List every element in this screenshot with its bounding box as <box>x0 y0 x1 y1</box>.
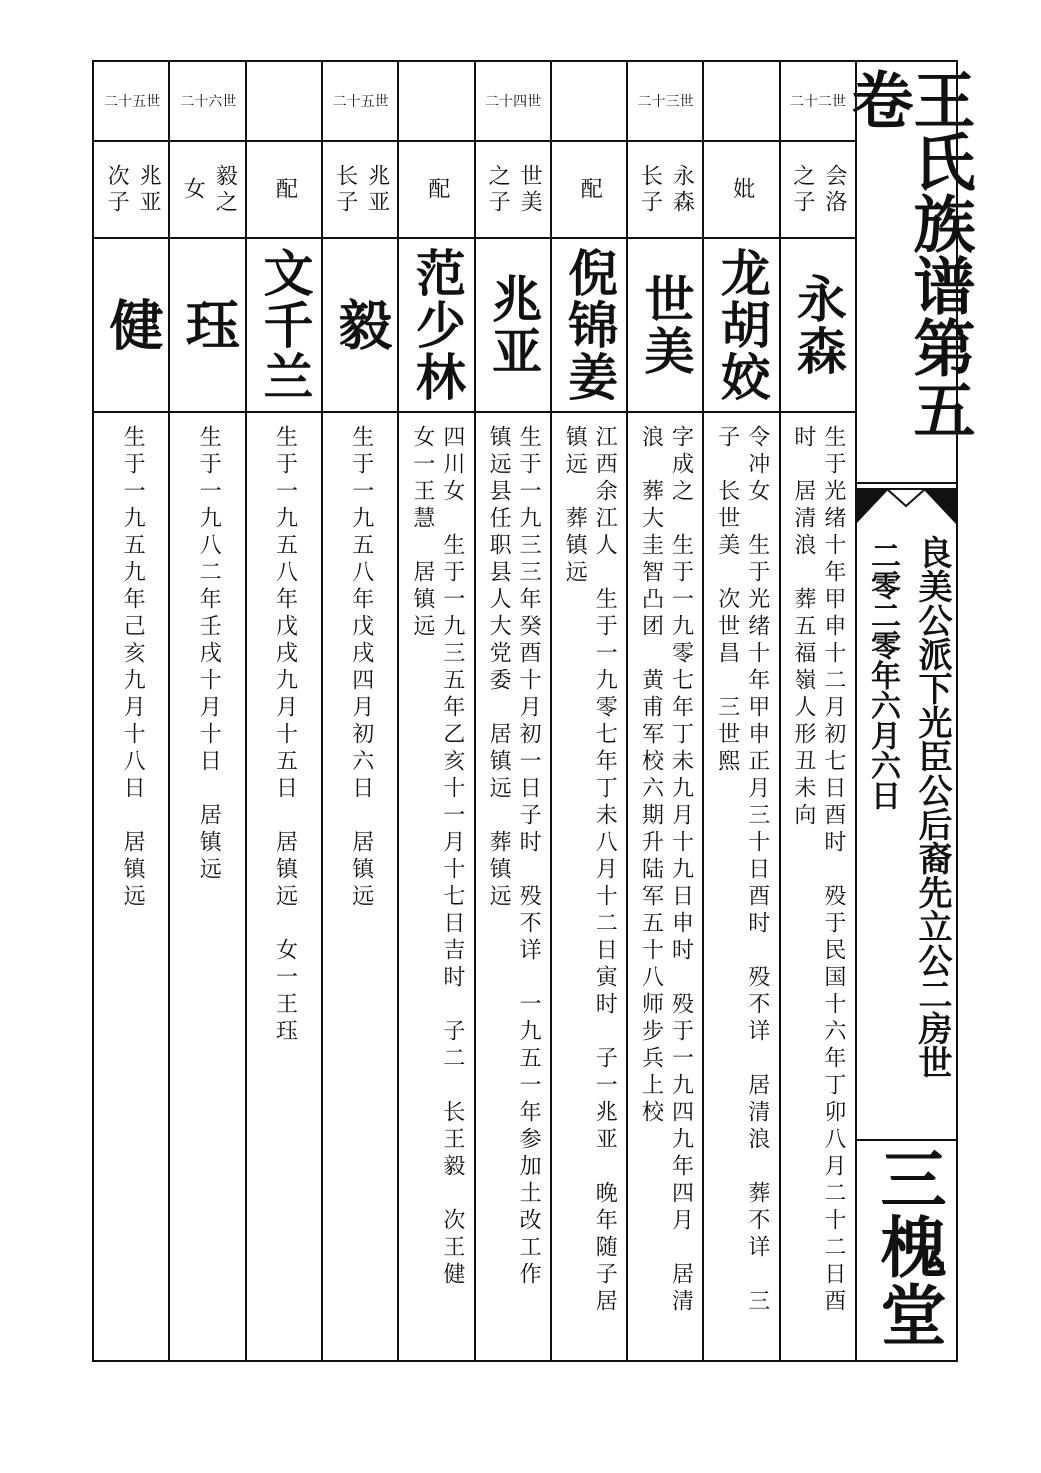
relation-text: 之子 <box>485 163 511 216</box>
person-name <box>476 239 550 411</box>
biography-line: 镇远 葬镇远 <box>562 425 588 587</box>
relation-text: 配 <box>272 176 298 203</box>
relation-text: 长子 <box>332 163 358 216</box>
relation-note <box>705 142 779 237</box>
generation-label <box>552 62 626 140</box>
biography <box>400 413 474 1358</box>
generation-label <box>400 62 474 140</box>
relation-text: 之子 <box>789 163 815 216</box>
person-name <box>95 239 169 411</box>
person-name-text: 范少林 <box>407 247 466 403</box>
book-title: 王氏族谱第五卷 <box>841 68 976 440</box>
person-name <box>324 239 398 411</box>
generation-label <box>705 62 779 140</box>
person-name <box>781 239 855 411</box>
generation-label <box>781 62 855 140</box>
relation-note <box>247 142 321 237</box>
relation-text: 妣 <box>729 176 755 203</box>
biography-line: 时 居清浪 葬五福嶺人形丑未向 <box>790 425 816 830</box>
generation-text: 二十六世 <box>180 94 237 110</box>
branch-line: 良美公派下光臣公后裔先立公二房世 <box>912 535 952 1079</box>
relation-note <box>552 142 626 237</box>
biography-line: 女一王慧 居镇远 <box>409 425 435 641</box>
biography-line: 子 长世美 次世昌 三世熙 <box>714 425 740 776</box>
person-name <box>400 239 474 411</box>
generation-label <box>324 62 398 140</box>
generation-text: 二十二世 <box>789 94 846 110</box>
relation-note <box>628 142 702 237</box>
relation-text: 长子 <box>637 163 663 216</box>
generation-text: 二十四世 <box>485 94 542 110</box>
person-name-text: 珏 <box>177 297 241 353</box>
relation-note <box>171 142 245 237</box>
relation-text: 毅之 <box>212 163 238 216</box>
relation-text: 女 <box>180 176 206 203</box>
biography-line: 生于一九五九年己亥九月十八日 居镇远 <box>120 425 146 911</box>
relation-text: 次子 <box>104 163 130 216</box>
generation-text: 二十五世 <box>104 94 161 110</box>
biography <box>324 413 398 1358</box>
person-name-text: 倪锦姜 <box>560 247 619 403</box>
person-name-text: 永森 <box>788 273 847 377</box>
biography-line: 生于光绪十年甲申十二月初七日酉时 殁于民国十六年丁卯八月二十二日酉 <box>820 425 846 1316</box>
relation-note <box>781 142 855 237</box>
hall-name: 三槐堂 <box>869 1145 946 1349</box>
person-name-text: 兆亚 <box>484 273 543 377</box>
relation-text: 配 <box>577 176 603 203</box>
biography <box>552 413 626 1358</box>
relation-note <box>95 142 169 237</box>
generation-label <box>476 62 550 140</box>
relation-note <box>476 142 550 237</box>
biography-line: 江西余江人 生于一九零七年丁未八月十二日寅时 子一兆亚 晚年随子居 <box>592 425 618 1316</box>
person-name-text: 毅 <box>329 297 393 353</box>
biography-line: 生于一九三三年癸酉十月初一日子时 殁不详 一九五一年参加土改工作 <box>516 425 542 1289</box>
relation-note <box>324 142 398 237</box>
biography <box>171 413 245 1358</box>
biography-line: 四川女 生于一九三五年乙亥十一月十七日吉时 子二 长王毅 次王健 <box>439 425 465 1289</box>
generation-text: 二十五世 <box>332 94 389 110</box>
relation-text: 会洛 <box>821 163 847 216</box>
biography-line: 生于一九五八年戊戌四月初六日 居镇远 <box>348 425 374 911</box>
biography-line: 浪 葬大圭智凸团 黄甫军校六期升陆军五十八师步兵上校 <box>638 425 664 1127</box>
relation-text: 永森 <box>669 163 695 216</box>
biography <box>628 413 702 1358</box>
biography-line: 字成之 生于一九零七年丁未九月十九日申时 殁于一九四九年四月 居清 <box>668 425 694 1316</box>
biography <box>705 413 779 1358</box>
person-name-text: 龙胡姣 <box>712 247 771 403</box>
person-name-text: 健 <box>101 297 165 353</box>
biography <box>476 413 550 1358</box>
person-name <box>552 239 626 411</box>
relation-note <box>400 142 474 237</box>
biography <box>95 413 169 1358</box>
biography-line: 令冲女 生于光绪十年甲申正月三十日酉时 殁不详 居清浪 葬不详 三 <box>744 425 770 1316</box>
generation-label <box>247 62 321 140</box>
relation-text: 兆亚 <box>136 163 162 216</box>
relation-text: 世美 <box>517 163 543 216</box>
person-name <box>628 239 702 411</box>
person-name <box>705 239 779 411</box>
biography <box>247 413 321 1358</box>
relation-text: 配 <box>424 176 450 203</box>
generation-label <box>171 62 245 140</box>
biography <box>781 413 855 1358</box>
biography-line: 生于一九八二年壬戌十月十日 居镇远 <box>196 425 222 884</box>
generation-label <box>95 62 169 140</box>
hall-divider <box>857 1139 958 1141</box>
person-name <box>247 239 321 411</box>
compile-date: 二零二零年六月六日 <box>865 540 900 810</box>
person-name-text: 世美 <box>636 273 695 377</box>
biography-line: 镇远县任职县人大党委 居镇远 葬镇远 <box>486 425 512 911</box>
generation-text: 二十三世 <box>637 94 694 110</box>
biography-line: 生于一九五八年戊戌九月十五日 居镇远 女一王珏 <box>272 425 298 1046</box>
relation-text: 兆亚 <box>364 163 390 216</box>
person-name <box>171 239 245 411</box>
generation-label <box>628 62 702 140</box>
title-banner-ornament <box>856 482 956 532</box>
person-name-text: 文千兰 <box>255 247 314 403</box>
